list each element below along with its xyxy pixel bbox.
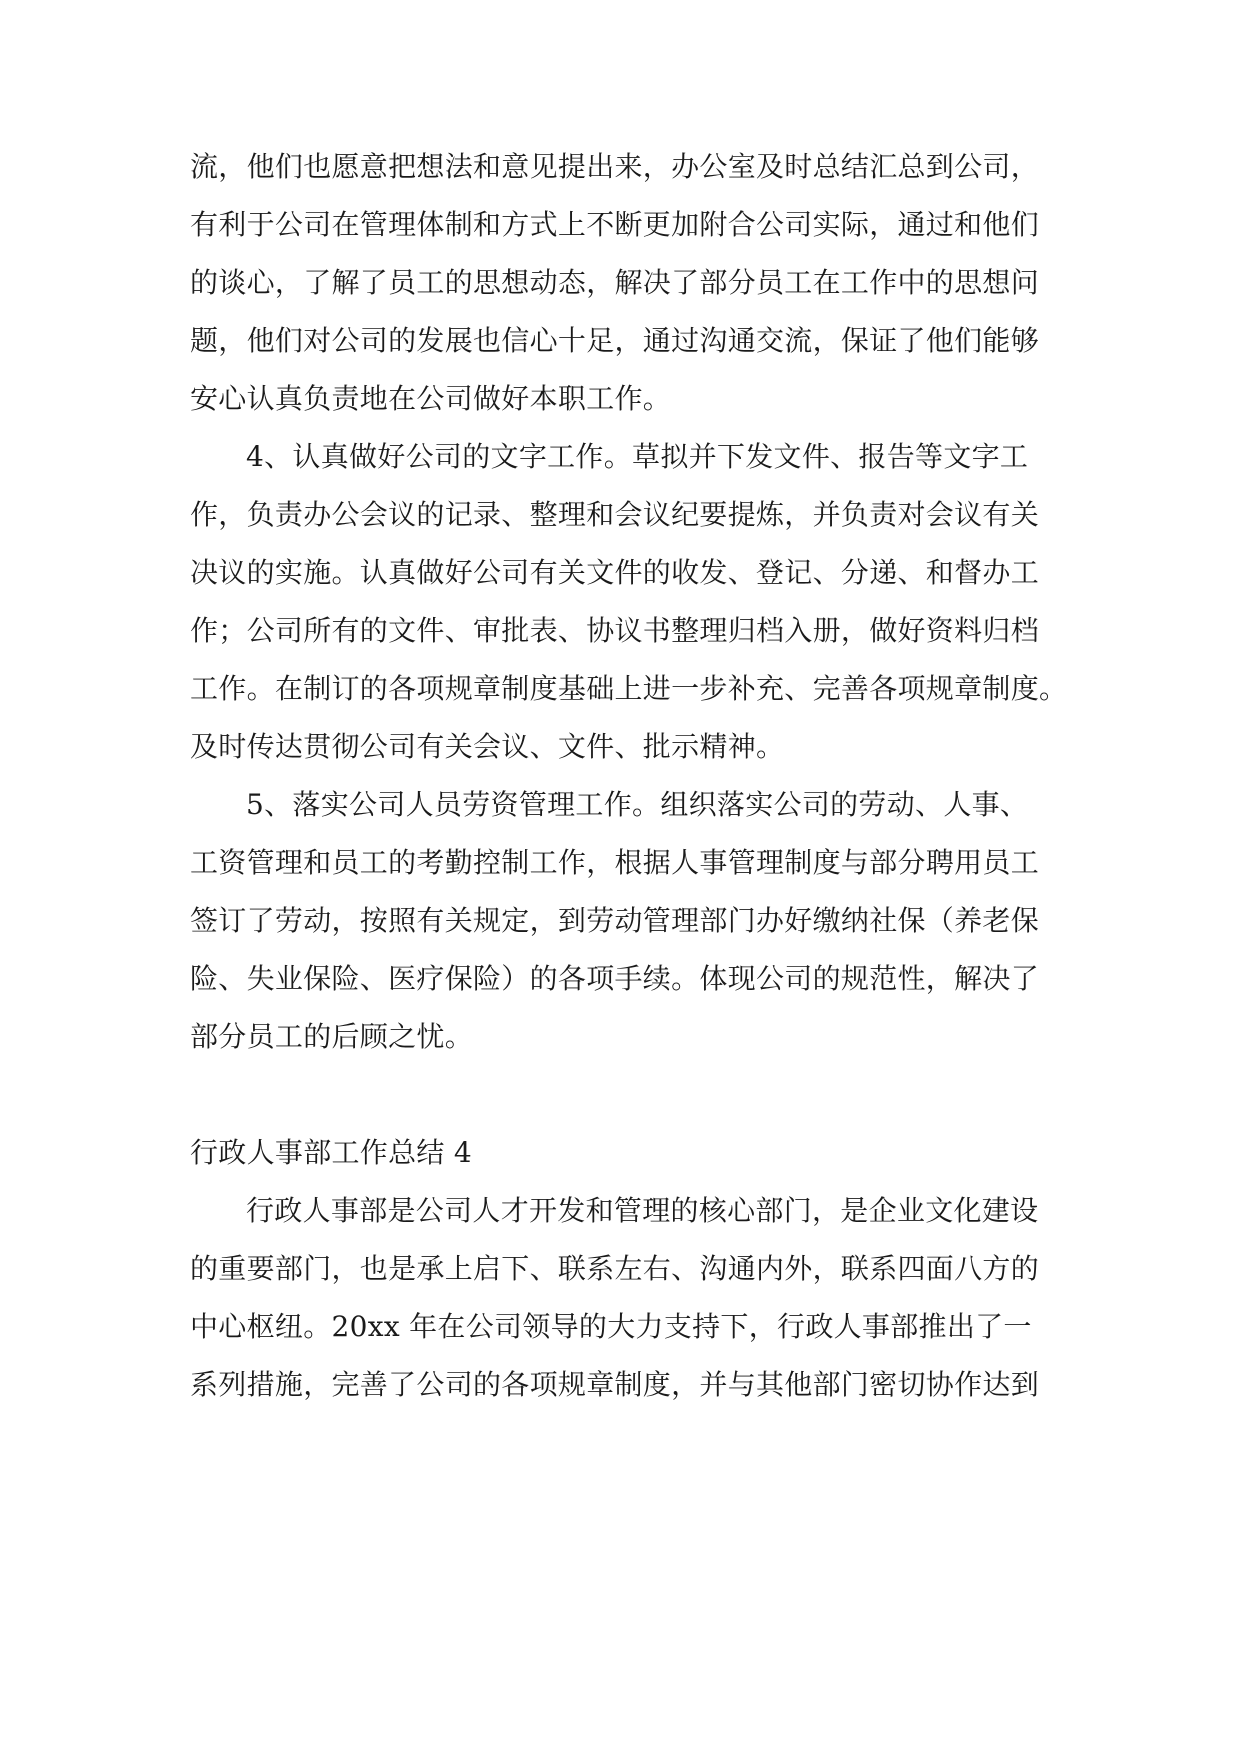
paragraph-line: 行政人事部是公司人才开发和管理的核心部门，是企业文化建设: [246, 1194, 1039, 1227]
paragraph-line: 工作。在制订的各项规章制度基础上进一步补充、完善各项规章制度。: [190, 672, 1068, 705]
paragraph-line: 工资管理和员工的考勤控制工作，根据人事管理制度与部分聘用员工: [190, 846, 1040, 879]
paragraph-line: 安心认真负责地在公司做好本职工作。: [190, 382, 672, 415]
paragraph-line: 决议的实施。认真做好公司有关文件的收发、登记、分递、和督办工: [190, 556, 1040, 589]
paragraph-line: 有利于公司在管理体制和方式上不断更加附合公司实际，通过和他们: [190, 208, 1040, 241]
paragraph-line: 作，负责办公会议的记录、整理和会议纪要提炼，并负责对会议有关: [190, 498, 1040, 531]
paragraph-line: 的谈心，了解了员工的思想动态，解决了部分员工在工作中的思想问: [190, 266, 1040, 299]
paragraph-line: 4、认真做好公司的文字工作。草拟并下发文件、报告等文字工: [246, 440, 1029, 473]
section-heading: 行政人事部工作总结 4: [190, 1136, 473, 1169]
paragraph-line: 作；公司所有的文件、审批表、协议书整理归档入册，做好资料归档: [190, 614, 1040, 647]
paragraph-line: 及时传达贯彻公司有关会议、文件、批示精神。: [190, 730, 785, 763]
paragraph-line: 部分员工的后顾之忧。: [190, 1020, 474, 1053]
paragraph-line: 流，他们也愿意把想法和意见提出来，办公室及时总结汇总到公司，: [190, 150, 1040, 183]
paragraph-line: 签订了劳动，按照有关规定，到劳动管理部门办好缴纳社保（养老保: [190, 904, 1040, 937]
paragraph-line: 中心枢纽。20xx 年在公司领导的大力支持下，行政人事部推出了一: [190, 1310, 1032, 1343]
paragraph-line: 险、失业保险、医疗保险）的各项手续。体现公司的规范性，解决了: [190, 962, 1040, 995]
paragraph-line: 题，他们对公司的发展也信心十足，通过沟通交流，保证了他们能够: [190, 324, 1040, 357]
paragraph-line: 的重要部门，也是承上启下、联系左右、沟通内外，联系四面八方的: [190, 1252, 1040, 1285]
paragraph-line: 系列措施，完善了公司的各项规章制度，并与其他部门密切协作达到: [190, 1368, 1040, 1401]
paragraph-line: 5、落实公司人员劳资管理工作。组织落实公司的劳动、人事、: [246, 788, 1029, 821]
